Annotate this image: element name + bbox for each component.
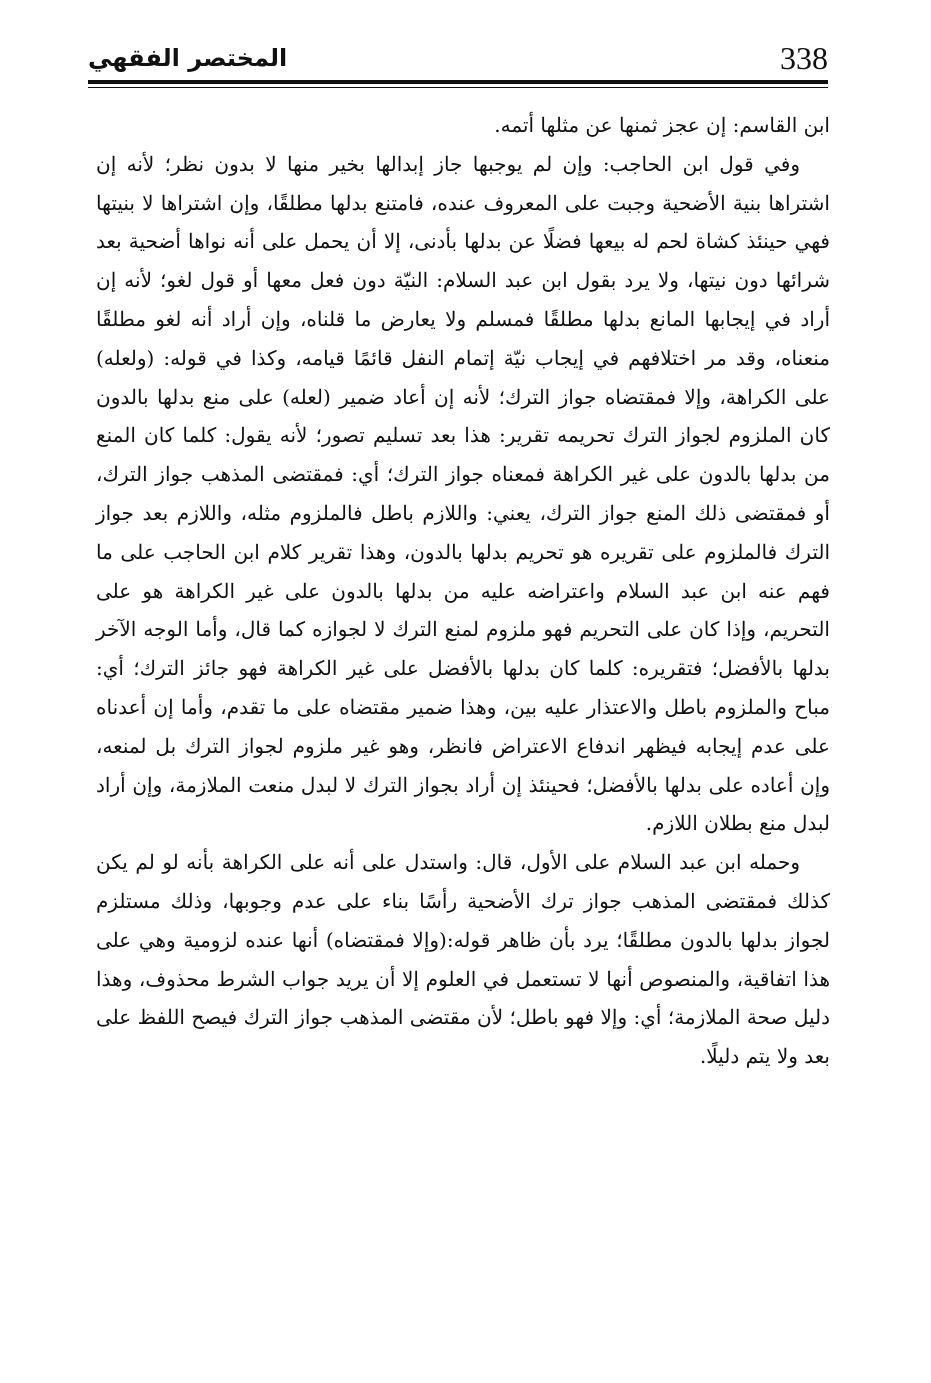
paragraph-3: وحمله ابن عبد السلام على الأول، قال: واستدل على أنه على الكراهة بأنه لو لم يكن كذلك فمقتضى المذهب جواز ترك الأضحية رأسًا بناء على عدم وجوبها، وذلك مستلزم لجواز بدلها بالدون مطلقًا؛ يرد بأن ظاهر قوله:(وإلا فمقتضاه) أنها عنده لزومية وهي على هذا اتفاقية، والمنصوص أنها لا تستعمل في العلوم إلا أن يريد جواب الشرط محذوف، وهذا دليل صحة الملازمة؛ أي: وإلا فهو باطل؛ لأن مقتضى المذهب جواز الترك فيصح اللفظ على بعد ولا يتم دليلًا. [96,850,830,1069]
page-number: 338 [780,40,828,76]
running-title: المختصر الفقهي [88,44,288,72]
paragraph-2: وفي قول ابن الحاجب: وإن لم يوجبها جاز إبدالها بخير منها لا بدون نظر؛ لأنه إن اشتراها بنية الأضحية وجبت على المعروف عنده، فامتنع بدلها مطلقًا، وإن اشتراها لا بنيتها فهي حينئذ كشاة لحم له بيعها فضلًا عن بدلها بأدنى، إلا أن يحمل على أنه نواها أضحية بعد شرائها دون نيتها، ولا يرد بقول ابن عبد السلام: النيّة دون فعل معها أو قول لغو؛ لأنه إن أراد في إيجابها المانع بدلها مطلقًا فمسلم ولا يعارض ما قلناه، وإن أراد أنه لغو مطلقًا منعناه، وقد مر اختلافهم في إيجاب نيّة إتمام النفل قائمًا قيامه، وكذا في قوله: (ولعله) على الكراهة، وإلا فمقتضاه جواز الترك؛ لأنه إن أعاد ضمير (لعله) على منع بدلها بالدون كان الملزوم لجواز الترك تحريمه تقرير: هذا بعد تسليم تصور؛ لأنه يقول: كلما كان المنع من بدلها بالدون على غير الكراهة فمعناه جواز الترك؛ أي: فمقتضى المذهب جواز الترك، أو فمقتضى ذلك المنع جواز الترك، يعني: واللازم باطل فالملزوم مثله، واللازم بعد جواز الترك فالملزوم على تقريره هو تحريم بدلها بالدون، وهذا تقرير كلام ابن الحاجب على ما فهم عنه ابن عبد السلام واعتراضه عليه من بدلها بالدون على غير الكراهة هو على التحريم، وإذا كان على التحريم فهو ملزوم لمنع الترك لا لجوازه كما قال، وأما الوجه الآخر بدلها بالأفضل؛ فتقريره: كلما كان بدلها بالأفضل على غير الكراهة فهو جائز الترك؛ أي: مباح والملزوم باطل والاعتذار عليه بين، وهذا ضمير مقتضاه على ما تقدم، وأما إن أعدناه على عدم إيجابه فيظهر اندفاع الاعتراض فانظر، وهو غير ملزوم لجواز الترك بل لمنعه، وإن أعاده على بدلها بالأفضل؛ فحينئذ إن أراد بجواز الترك لا لبدل منعت الملازمة، وإن أراد لبدل منع بطلان اللازم. [96,151,830,836]
header-rule-thin [88,87,828,88]
paragraph-1: ابن القاسم: إن عجز ثمنها عن مثلها أتمه. [494,113,830,137]
header-rule-thick [88,80,828,84]
page-body [96,106,830,1076]
page-header [88,38,828,78]
